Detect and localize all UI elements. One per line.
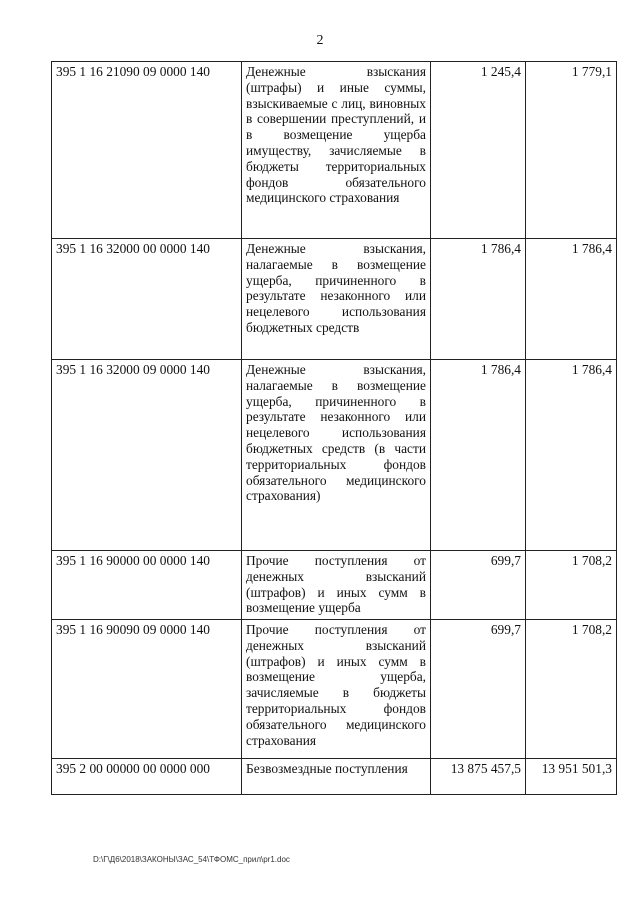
budget-code: 395 1 16 32000 09 0000 140 (52, 360, 242, 551)
budget-code: 395 1 16 21090 09 0000 140 (52, 62, 242, 239)
value-year-2: 1 708,2 (526, 551, 617, 620)
revenue-name: Прочие поступления от денежных взысканий (штрафов) и иных сумм в возмещение ущерба (242, 551, 431, 620)
table-row (52, 759, 617, 795)
value-year-2: 1 786,4 (526, 360, 617, 551)
value-year-2: 13 951 501,3 (526, 759, 617, 795)
revenue-name: Денежные взыскания (штрафы) и иные суммы, взыскиваемые с лиц, виновных в совершении преступлений, и в возмещение ущерба имуществу, зачисляемые в бюджеты территориальных фондов обязательного медицинского страхования (242, 62, 431, 239)
budget-code: 395 1 16 90090 09 0000 140 (52, 620, 242, 759)
value-year-1: 1 786,4 (431, 239, 526, 360)
table-row (52, 551, 617, 620)
budget-code: 395 1 16 90000 00 0000 140 (52, 551, 242, 620)
revenue-name: Безвозмездные поступления (242, 759, 431, 795)
value-year-2: 1 708,2 (526, 620, 617, 759)
budget-code: 395 2 00 00000 00 0000 000 (52, 759, 242, 795)
page-number: 2 (316, 33, 324, 48)
budget-code: 395 1 16 32000 00 0000 140 (52, 239, 242, 360)
budget-table (51, 61, 617, 795)
value-year-1: 13 875 457,5 (431, 759, 526, 795)
value-year-1: 699,7 (431, 620, 526, 759)
value-year-1: 1 786,4 (431, 360, 526, 551)
revenue-name: Денежные взыскания, налагаемые в возмещение ущерба, причиненного в результате незаконного или нецелевого использования бюджетных средств (в части территориальных фондов обязательного медицинского страхования) (242, 360, 431, 551)
revenue-name: Прочие поступления от денежных взысканий (штрафов) и иных сумм в возмещение ущерба, зачисляемые в бюджеты территориальных фондов обязательного медицинского страхования (242, 620, 431, 759)
value-year-1: 699,7 (431, 551, 526, 620)
value-year-2: 1 779,1 (526, 62, 617, 239)
table-row (52, 620, 617, 759)
table-row (52, 239, 617, 360)
revenue-name: Денежные взыскания, налагаемые в возмещение ущерба, причиненного в результате незаконного или нецелевого использования бюджетных средств (242, 239, 431, 360)
document-path-footer: D:\Г\Д6\2018\ЗАКОНЫ\ЗАС_54\ТФОМС_прил\pr1.doc (93, 855, 290, 864)
value-year-1: 1 245,4 (431, 62, 526, 239)
value-year-2: 1 786,4 (526, 239, 617, 360)
table-row (52, 62, 617, 239)
table-row (52, 360, 617, 551)
